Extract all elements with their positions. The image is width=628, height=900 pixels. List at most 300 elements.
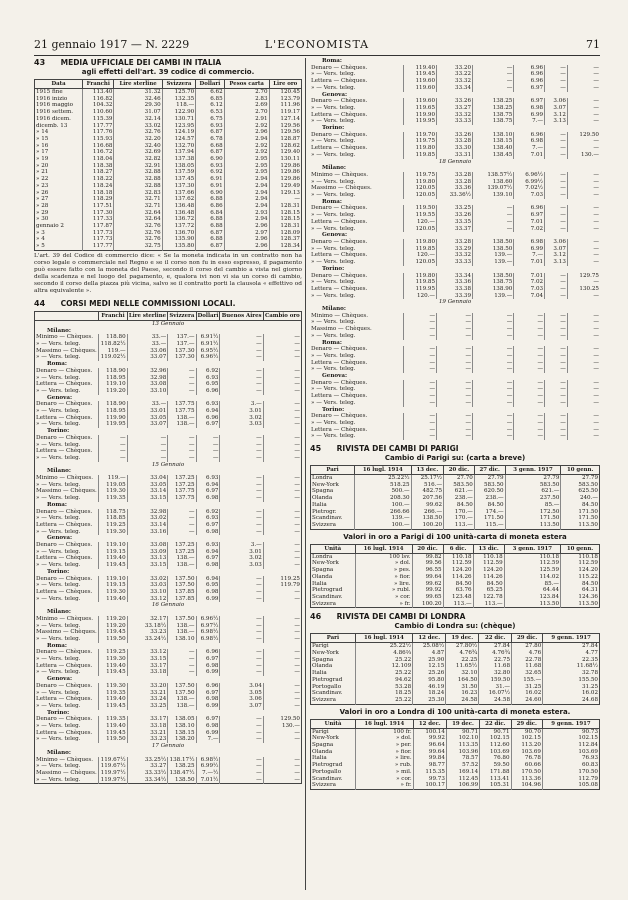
table-row — [310, 78, 600, 85]
column-header: Cambio oro — [264, 312, 300, 319]
cell-value: — — [514, 413, 545, 420]
cell-value: 119.40 — [403, 65, 436, 72]
city-heading: Roma: — [47, 361, 67, 368]
cell-value: 138.50 — [168, 777, 196, 784]
cell-value: — — [567, 246, 600, 253]
cell-value: 119.80 — [403, 179, 436, 186]
cell-value: — — [473, 366, 514, 373]
row-label: dicemb. 13 — [36, 122, 68, 129]
cell-value: — — [263, 703, 301, 710]
row-label: » 21 — [36, 169, 49, 176]
row-label: Svizzera — [312, 600, 336, 607]
cell-value: 60.66 — [511, 762, 542, 769]
cell-value: 32.96 — [127, 368, 168, 375]
cell-value: 33.39 — [437, 293, 473, 300]
cell-value: 27.80 — [512, 643, 543, 650]
row-label: Lettera — Chèques. — [311, 426, 368, 433]
cell-value: — — [196, 442, 220, 449]
cell-value: 104.32 — [83, 102, 114, 109]
cell-value: — — [168, 448, 196, 455]
cell-value: 137.85 — [168, 589, 196, 596]
cell-value: — — [168, 455, 196, 462]
column-header: 13 dec. — [411, 466, 444, 475]
cell-value: 2.69 — [224, 102, 269, 109]
cell-value: 170.— — [444, 515, 475, 522]
column-header: 3 genn. 1917 — [504, 544, 560, 553]
cell-value: 7.03 — [514, 286, 545, 293]
cell-value: 119.55 — [403, 212, 436, 219]
column-header: 9 genn. 1917 — [543, 634, 600, 643]
cell-value: 33.— — [127, 341, 168, 348]
row-label: Lettera — Chèques. — [311, 359, 368, 366]
cell-value: 6.75 — [196, 116, 224, 123]
cell-value: 122.78 — [473, 594, 504, 601]
table-row — [310, 286, 600, 293]
table-row — [35, 163, 302, 170]
cell-value: 119.90 — [403, 112, 436, 119]
cell-value: 518.25 — [355, 482, 411, 489]
cell-value: 33.09 — [127, 549, 168, 556]
row-label: Massimo — Chèques. — [36, 769, 97, 776]
cell-value: 7.— — [514, 145, 545, 152]
table-row — [35, 210, 302, 217]
cell-value: 32.71 — [114, 196, 162, 203]
table-row — [35, 368, 302, 375]
cell-value: 33.22 — [437, 71, 473, 78]
cell-value: » cor. — [355, 594, 412, 601]
cell-value: 33.14 — [127, 522, 168, 529]
cell-value: 118.18 — [83, 190, 114, 197]
cell-value: 119.10 — [99, 576, 127, 583]
row-label: » — Vers. teleg. — [36, 582, 81, 589]
cell-value: 16.23 — [446, 690, 479, 697]
cell-value: 127.14 — [269, 116, 301, 123]
cell-value: — — [220, 448, 263, 455]
cell-value: 6.99 — [196, 703, 220, 710]
cell-value: — — [567, 252, 600, 259]
row-label: » 5 — [36, 243, 45, 250]
column-header: 10 genn. — [561, 466, 600, 475]
cell-value: 119.60 — [403, 78, 436, 85]
row-label: » — Vers. teleg. — [36, 669, 81, 676]
cell-value: 7.— — [514, 252, 545, 259]
column-header: 13 dic. — [473, 544, 504, 553]
cell-value: 138.15 — [168, 730, 196, 737]
cell-value: 123.79 — [269, 96, 301, 103]
cell-value: 119.30 — [99, 589, 127, 596]
cell-value: 170.— — [444, 509, 475, 516]
cell-value: — — [263, 515, 301, 522]
table-row — [311, 728, 600, 735]
cell-value: — — [220, 482, 263, 489]
table-row — [311, 509, 600, 516]
cell-value: 119.80 — [403, 145, 436, 152]
cell-value: 2.83 — [224, 96, 269, 103]
cell-value: 11.65½ — [446, 663, 479, 670]
cell-value: 3.06 — [220, 696, 263, 703]
cell-value: 6.96½ — [196, 616, 220, 623]
cell-value: — — [567, 319, 600, 326]
cell-value: — — [514, 393, 545, 400]
cell-value: 119.25 — [99, 522, 127, 529]
table-row — [35, 763, 302, 770]
cell-value: 7.02½ — [514, 185, 545, 192]
cell-value: 3.07 — [545, 105, 568, 112]
cell-value: 119.17 — [269, 109, 301, 116]
table-row — [310, 212, 600, 219]
cell-value: 3.05 — [220, 690, 263, 697]
cell-value: 3.02 — [220, 555, 263, 562]
cell-value: 620.50 — [474, 488, 505, 495]
cell-value: 102.15 — [511, 735, 542, 742]
cell-value: — — [263, 542, 301, 549]
table-row — [35, 196, 302, 203]
cell-value: 33.18½ — [127, 623, 168, 630]
cell-value: 3.— — [220, 401, 263, 408]
row-label: Lettera — Chèques. — [36, 662, 93, 669]
city-heading: Torino: — [322, 406, 345, 413]
cell-value: 6.96 — [514, 78, 545, 85]
cell-value: 63.76 — [443, 587, 473, 594]
city-heading: Genova: — [322, 373, 348, 380]
cell-value: — — [514, 366, 545, 373]
cell-value: 119.45 — [99, 562, 127, 569]
section-43-title: MEDIA UFFICIALE DEI CAMBI IN ITALIA — [60, 58, 222, 67]
cell-value: — — [437, 360, 473, 367]
city-heading: Milano: — [47, 609, 71, 616]
cell-value: 6.99 — [196, 669, 220, 676]
cell-value: 6.95½ — [196, 348, 220, 355]
cell-value: — — [263, 488, 301, 495]
cell-value: 136.70 — [162, 230, 196, 237]
cell-value: — — [263, 663, 301, 670]
row-label: » — Vers. teleg. — [311, 352, 356, 359]
cell-value: — — [514, 319, 545, 326]
cell-value: — — [545, 427, 568, 434]
cell-value: — — [263, 656, 301, 663]
cell-value: 139.10 — [473, 192, 514, 199]
cell-value: 100 lsv. — [355, 553, 412, 560]
cell-value: — — [514, 380, 545, 387]
cell-value: — — [567, 239, 600, 246]
cell-value: 119.97½ — [100, 769, 126, 776]
column-header: Franchi — [83, 80, 114, 89]
cell-value: 119.10 — [99, 381, 127, 388]
cell-value: — — [220, 442, 263, 449]
cell-value: 128.34 — [269, 243, 301, 250]
table-row — [35, 236, 302, 243]
cell-value: 119.75 — [403, 138, 436, 145]
cell-value: — — [437, 380, 473, 387]
table-row — [311, 553, 600, 560]
table-row — [35, 96, 302, 103]
cell-value: 105.08 — [542, 782, 599, 789]
cell-value: — — [403, 326, 436, 333]
cell-value: 6.62 — [196, 89, 224, 96]
cell-value: — — [196, 435, 220, 442]
cell-value: » lire. — [355, 755, 413, 762]
cell-value: 33.17 — [127, 716, 168, 723]
cell-value: 11.68 — [479, 663, 512, 670]
column-header: Franchi — [99, 311, 127, 320]
cell-value: 138.50 — [473, 239, 514, 246]
cell-value: 155.50 — [543, 677, 600, 684]
row-label: Minimo — Chèques. — [36, 334, 94, 341]
cell-value: — — [220, 763, 263, 770]
cell-value: — — [437, 413, 473, 420]
cell-value: 119.20 — [99, 616, 127, 623]
cell-value: — — [220, 649, 263, 656]
cell-value: 33.06 — [127, 348, 168, 355]
cell-value: 138.— — [168, 415, 196, 422]
cell-value: 6.98½ — [196, 636, 220, 643]
cell-value: 6.91½ — [196, 334, 220, 341]
cell-value: — — [263, 354, 301, 361]
row-label: Lettera — Chèques. — [36, 696, 93, 703]
cell-value: 3.03 — [220, 562, 263, 569]
cell-value: 137.25 — [168, 475, 196, 482]
row-label: Scandinav. — [312, 690, 343, 697]
cell-value: 33.32 — [437, 252, 473, 259]
cell-value: 2.94 — [224, 216, 269, 223]
cell-value: 117.30 — [83, 210, 114, 217]
table-row — [35, 421, 302, 428]
cell-value: 6.99 — [514, 246, 545, 253]
cell-value: 11.68 — [512, 663, 543, 670]
cell-value: 33.28 — [437, 239, 473, 246]
table-row — [35, 435, 302, 442]
cell-value: 137.30 — [168, 348, 196, 355]
cell-value: 27.79 — [474, 475, 505, 482]
cell-value: — — [473, 78, 514, 85]
cell-value: 137.50 — [168, 683, 196, 690]
cell-value: 33.18 — [127, 669, 168, 676]
cell-value: 24.60 — [512, 697, 543, 704]
cell-value: 124.20 — [443, 567, 473, 574]
cell-value: — — [473, 433, 514, 440]
cell-value: 11.68½ — [543, 663, 600, 670]
cell-value: — — [127, 435, 168, 442]
cell-value: 118.95 — [99, 408, 127, 415]
column-header: 20 dic. — [444, 466, 475, 475]
cell-value: 119.15 — [99, 549, 127, 556]
cell-value: — — [545, 346, 568, 353]
cell-value: — — [220, 730, 263, 737]
column-header: 12 dec. — [413, 634, 446, 643]
row-label: Denaro — Chèques. — [311, 379, 368, 386]
cell-value: » per. — [355, 742, 413, 749]
cell-value: 119.35 — [99, 690, 127, 697]
cell-value: — — [168, 656, 196, 663]
table-row — [311, 742, 600, 749]
table-row — [35, 116, 302, 123]
cell-value: 2.94 — [224, 203, 269, 210]
cell-value: — — [514, 400, 545, 407]
row-label: » — Vers. teleg. — [36, 656, 81, 663]
cell-value: — — [263, 381, 301, 388]
cell-value: 33.12 — [127, 596, 168, 603]
cell-value: 6.53 — [196, 109, 224, 116]
cell-value: — — [168, 375, 196, 382]
table-row — [311, 769, 600, 776]
cell-value: 33.36 — [437, 279, 473, 286]
cell-value: — — [403, 353, 436, 360]
row-label: Pietrogr. — [312, 508, 337, 515]
row-label: » — Vers. teleg. — [36, 595, 81, 602]
cell-value: 137.94 — [162, 149, 196, 156]
cell-value: 33.37 — [437, 226, 473, 233]
row-label: » 19 — [36, 156, 49, 163]
cell-value: 138.45 — [473, 152, 514, 159]
table-row — [35, 770, 302, 777]
table-row — [310, 380, 600, 387]
row-label: » 15 — [36, 135, 49, 142]
cell-value: — — [263, 455, 301, 462]
cell-value: 32.82 — [114, 156, 162, 163]
cell-value: — — [514, 433, 545, 440]
cell-value: — — [220, 716, 263, 723]
cell-value: 33.08 — [127, 381, 168, 388]
column-header: 29 dic. — [512, 634, 543, 643]
city-row — [310, 125, 600, 132]
city-row — [310, 266, 600, 273]
cell-value: 169.14 — [446, 769, 479, 776]
cell-value: 33.26 — [437, 212, 473, 219]
cell-value: — — [473, 420, 514, 427]
cell-value: 32.69 — [114, 149, 162, 156]
cell-value: 6.98½ — [196, 629, 220, 636]
table-row — [311, 574, 600, 581]
cell-value: 138.50 — [473, 246, 514, 253]
city-heading: Torino: — [47, 428, 70, 435]
cell-value: 32.65 — [512, 670, 543, 677]
cell-value: 7.—½ — [196, 770, 220, 777]
row-label: Denaro — Chèques. — [311, 346, 368, 353]
cell-value: 138.75 — [473, 112, 514, 119]
row-label: » — Vers. teleg. — [311, 151, 356, 158]
table-row — [35, 777, 302, 784]
cell-value: — — [567, 380, 600, 387]
cell-value: 110.18 — [473, 553, 504, 560]
row-label: » — Vers. teleg. — [36, 374, 81, 381]
cell-value: 103.69 — [542, 749, 599, 756]
cell-value: 31.25 — [512, 684, 543, 691]
row-label: Pietrograd — [312, 762, 343, 769]
cell-value: — — [545, 219, 568, 226]
cell-value: — — [168, 509, 196, 516]
row-label: Londra — [312, 553, 333, 560]
cell-value: 137.50 — [168, 616, 196, 623]
row-label: Minimo — Chèques. — [36, 756, 94, 763]
cell-value: 123.48 — [443, 594, 473, 601]
cell-value: 2.94 — [224, 190, 269, 197]
cell-value: 33.34½ — [127, 777, 168, 784]
cell-value: — — [514, 360, 545, 367]
cell-value: 6.93 — [196, 375, 220, 382]
cell-value: — — [545, 138, 568, 145]
city-row — [35, 750, 302, 757]
table-row — [310, 226, 600, 233]
cell-value: — — [473, 380, 514, 387]
table-row — [35, 696, 302, 703]
cell-value: — — [263, 777, 301, 784]
cell-value: 129.75 — [567, 273, 600, 280]
cell-value: — — [567, 226, 600, 233]
cell-value: 4.76¾ — [479, 650, 512, 657]
cell-value: — — [545, 132, 568, 139]
cell-value: — — [567, 400, 600, 407]
row-label: » — Vers. teleg. — [311, 399, 356, 406]
row-label: » — Vers. teleg. — [36, 454, 81, 461]
table-46-gold — [310, 719, 600, 790]
row-label: » — Vers. teleg. — [36, 723, 81, 730]
cell-value: 32.91 — [114, 163, 162, 170]
city-heading: Torino: — [47, 568, 70, 575]
cell-value: — — [473, 400, 514, 407]
city-row — [310, 232, 600, 239]
cell-value: 130.— — [567, 152, 600, 159]
cell-value: 119.45 — [403, 71, 436, 78]
cell-value: 6.97 — [196, 656, 220, 663]
cell-value: 32.76 — [114, 236, 162, 243]
cell-value: » rub. — [355, 762, 413, 769]
cell-value: 129.56 — [269, 123, 301, 130]
cell-value: — — [168, 663, 196, 670]
cell-value: 6.98 — [514, 105, 545, 112]
cell-value: 33.38 — [437, 286, 473, 293]
row-label: Londra — [312, 475, 333, 482]
cell-value: 129.56 — [269, 129, 301, 136]
cell-value: 33.16 — [127, 529, 168, 536]
cell-value: 33.34 — [437, 273, 473, 280]
table-row — [310, 85, 600, 92]
cell-value: 16.02 — [543, 690, 600, 697]
cell-value: 119.85 — [403, 246, 436, 253]
cell-value: 170.50 — [511, 769, 542, 776]
row-label: » — Vers. teleg. — [36, 528, 81, 535]
table-row — [311, 495, 600, 502]
cell-value: — — [567, 112, 600, 119]
section-46-gold-title: Valori in oro a Londra di 100 unità-carta di moneta estera. — [339, 707, 571, 716]
table-row — [311, 782, 600, 789]
cell-value: 33.01 — [127, 408, 168, 415]
cell-value: 33.28 — [437, 179, 473, 186]
cell-value: 6.99½ — [196, 763, 220, 770]
cell-value: — — [263, 555, 301, 562]
cell-value: 32.46 — [114, 96, 162, 103]
cell-value: 119.50 — [99, 636, 127, 643]
cell-value: — — [545, 366, 568, 373]
table-row — [35, 683, 302, 690]
section-45-subtitle: Cambio di Parigi su: (carta a breve) — [384, 454, 526, 463]
cell-value: 99.62 — [412, 581, 443, 588]
table-row — [35, 354, 302, 361]
cell-value: — — [437, 427, 473, 434]
cell-value: 119.20 — [99, 388, 127, 395]
table-row — [35, 334, 302, 341]
cell-value: — — [567, 179, 600, 186]
cell-value: 3.01 — [220, 549, 263, 556]
cell-value: 116.68 — [83, 143, 114, 150]
cell-value: 100.— — [355, 522, 411, 529]
cell-value: — — [473, 326, 514, 333]
cell-value: 90.71 — [446, 728, 479, 735]
cell-value: — — [263, 368, 301, 375]
cell-value: 112.59 — [473, 560, 504, 567]
cell-value: 266.— — [411, 509, 444, 516]
cell-value: 139.— — [473, 259, 514, 266]
cell-value: 137.30 — [168, 354, 196, 361]
